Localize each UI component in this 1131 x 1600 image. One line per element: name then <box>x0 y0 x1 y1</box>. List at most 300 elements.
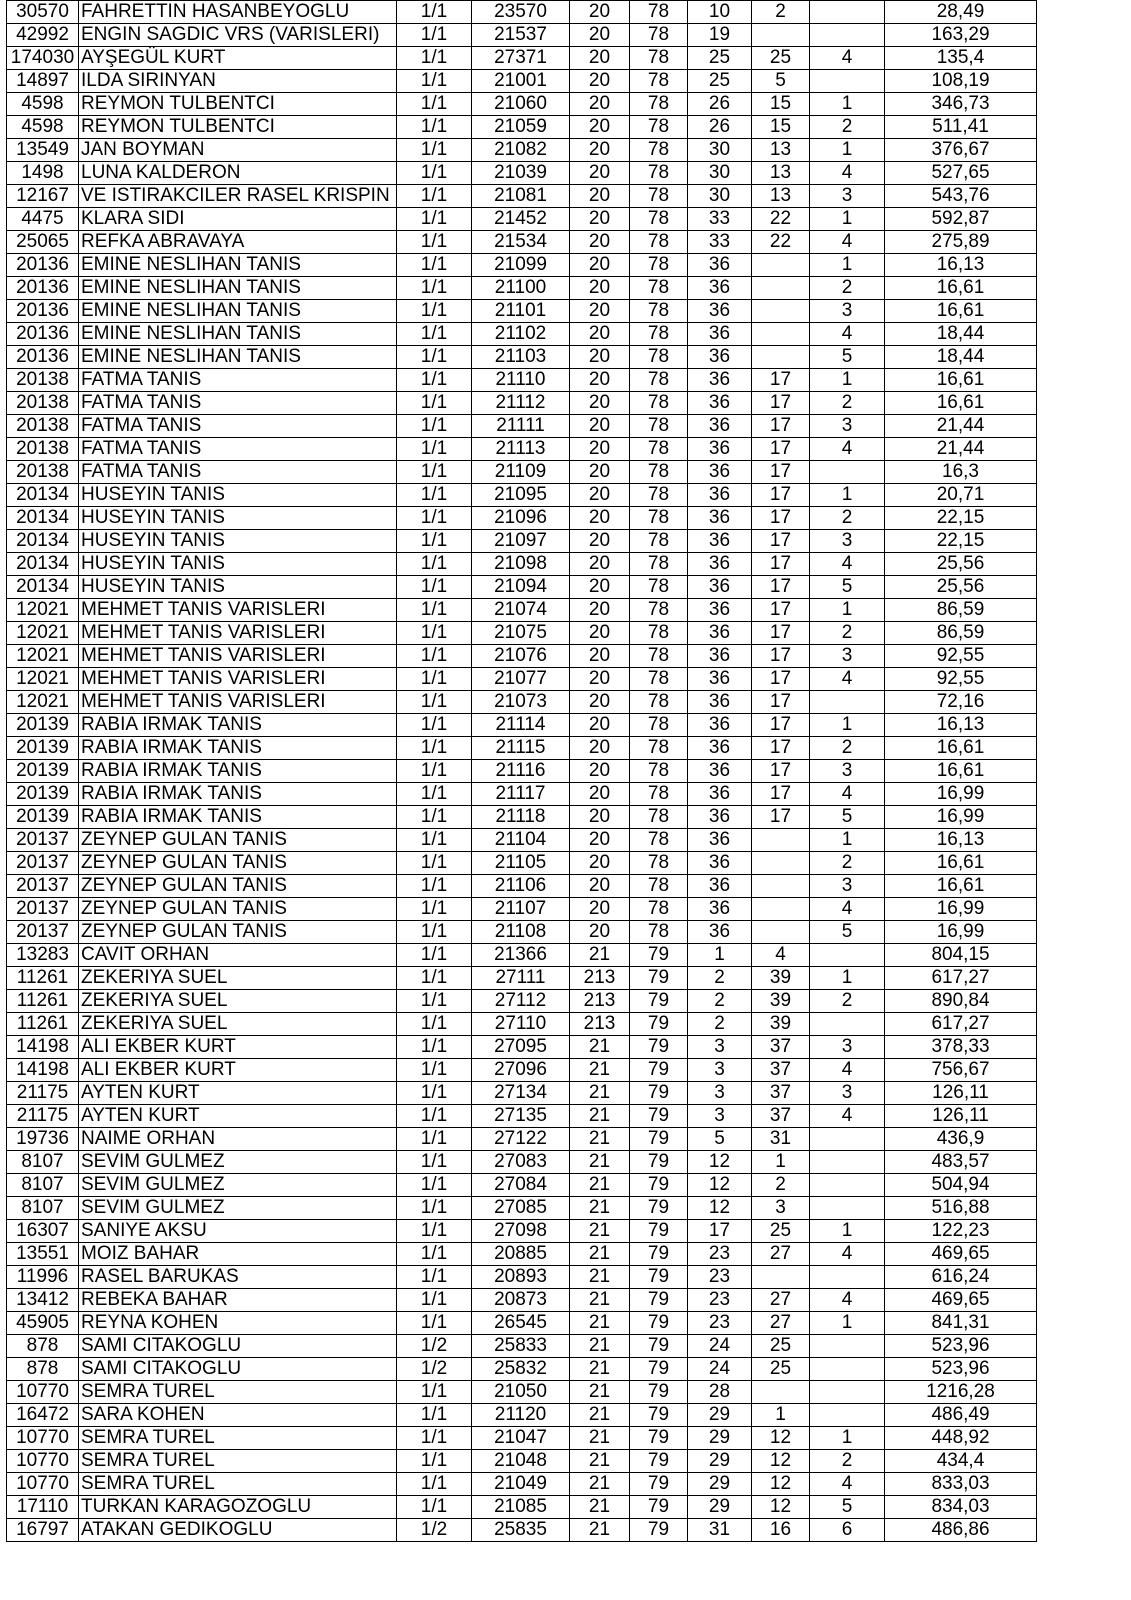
cell-owner-name: SAMI CITAKOGLU <box>79 1335 397 1358</box>
cell-block-b: 78 <box>630 507 688 530</box>
cell-lot: 30 <box>688 139 752 162</box>
cell-record-id: 20136 <box>7 323 79 346</box>
cell-amount: 523,96 <box>885 1358 1037 1381</box>
cell-block-a: 20 <box>570 760 630 783</box>
cell-parcel-no: 21081 <box>472 185 570 208</box>
cell-record-id: 13283 <box>7 944 79 967</box>
table-row <box>7 300 1037 323</box>
cell-unit: 5 <box>810 806 885 829</box>
cell-lot: 23 <box>688 1243 752 1266</box>
cell-block-a: 20 <box>570 185 630 208</box>
cell-lot: 19 <box>688 24 752 47</box>
cell-owner-name: FATMA TANIS <box>79 461 397 484</box>
cell-sub-lot: 39 <box>752 990 810 1013</box>
cell-record-id: 16307 <box>7 1220 79 1243</box>
cell-share: 1/1 <box>397 806 472 829</box>
cell-record-id: 14198 <box>7 1059 79 1082</box>
cell-sub-lot <box>752 898 810 921</box>
cell-block-b: 79 <box>630 1519 688 1542</box>
cell-record-id: 20139 <box>7 760 79 783</box>
cell-lot: 36 <box>688 484 752 507</box>
cell-share: 1/1 <box>397 1243 472 1266</box>
cell-share: 1/1 <box>397 254 472 277</box>
cell-share: 1/1 <box>397 208 472 231</box>
cell-owner-name: ZEYNEP GULAN TANIS <box>79 898 397 921</box>
table-row <box>7 668 1037 691</box>
cell-owner-name: RASEL BARUKAS <box>79 1266 397 1289</box>
table-row <box>7 1036 1037 1059</box>
cell-share: 1/1 <box>397 990 472 1013</box>
cell-unit <box>810 1335 885 1358</box>
cell-amount: 22,15 <box>885 507 1037 530</box>
cell-block-a: 20 <box>570 323 630 346</box>
cell-sub-lot: 25 <box>752 1220 810 1243</box>
cell-amount: 72,16 <box>885 691 1037 714</box>
cell-sub-lot: 5 <box>752 70 810 93</box>
cell-record-id: 174030 <box>7 47 79 70</box>
cell-block-a: 20 <box>570 806 630 829</box>
cell-record-id: 20138 <box>7 392 79 415</box>
cell-block-b: 78 <box>630 185 688 208</box>
cell-sub-lot <box>752 875 810 898</box>
table-row <box>7 1 1037 24</box>
cell-unit: 4 <box>810 783 885 806</box>
cell-record-id: 20136 <box>7 300 79 323</box>
cell-sub-lot: 37 <box>752 1082 810 1105</box>
cell-share: 1/1 <box>397 921 472 944</box>
cell-block-b: 78 <box>630 576 688 599</box>
cell-parcel-no: 21452 <box>472 208 570 231</box>
table-row <box>7 737 1037 760</box>
cell-block-b: 78 <box>630 829 688 852</box>
cell-block-b: 78 <box>630 898 688 921</box>
cell-block-a: 21 <box>570 1151 630 1174</box>
cell-parcel-no: 21101 <box>472 300 570 323</box>
cell-unit <box>810 1151 885 1174</box>
cell-record-id: 16797 <box>7 1519 79 1542</box>
cell-share: 1/1 <box>397 967 472 990</box>
cell-owner-name: MEHMET TANIS VARISLERI <box>79 691 397 714</box>
cell-block-b: 78 <box>630 139 688 162</box>
cell-record-id: 10770 <box>7 1450 79 1473</box>
cell-block-a: 20 <box>570 691 630 714</box>
cell-record-id: 12021 <box>7 599 79 622</box>
cell-unit: 4 <box>810 1059 885 1082</box>
cell-sub-lot <box>752 323 810 346</box>
cell-share: 1/1 <box>397 1 472 24</box>
cell-block-a: 20 <box>570 622 630 645</box>
table-row <box>7 1128 1037 1151</box>
cell-parcel-no: 21106 <box>472 875 570 898</box>
cell-parcel-no: 27096 <box>472 1059 570 1082</box>
cell-parcel-no: 27110 <box>472 1013 570 1036</box>
table-row <box>7 392 1037 415</box>
cell-block-a: 21 <box>570 1473 630 1496</box>
cell-amount: 486,49 <box>885 1404 1037 1427</box>
cell-sub-lot: 1 <box>752 1151 810 1174</box>
cell-block-b: 78 <box>630 852 688 875</box>
cell-block-b: 79 <box>630 1381 688 1404</box>
table-row <box>7 1312 1037 1335</box>
cell-sub-lot <box>752 24 810 47</box>
cell-owner-name: EMINE NESLIHAN TANIS <box>79 254 397 277</box>
cell-unit <box>810 1 885 24</box>
cell-block-b: 79 <box>630 1266 688 1289</box>
table-row <box>7 162 1037 185</box>
cell-lot: 2 <box>688 1013 752 1036</box>
cell-amount: 126,11 <box>885 1082 1037 1105</box>
cell-block-b: 79 <box>630 990 688 1013</box>
cell-unit: 3 <box>810 760 885 783</box>
cell-parcel-no: 21118 <box>472 806 570 829</box>
cell-lot: 23 <box>688 1289 752 1312</box>
cell-sub-lot <box>752 829 810 852</box>
cell-amount: 86,59 <box>885 622 1037 645</box>
table-row <box>7 1358 1037 1381</box>
table-row <box>7 484 1037 507</box>
cell-unit <box>810 1174 885 1197</box>
cell-amount: 890,84 <box>885 990 1037 1013</box>
cell-share: 1/1 <box>397 1312 472 1335</box>
cell-parcel-no: 25835 <box>472 1519 570 1542</box>
table-row <box>7 1473 1037 1496</box>
table-row <box>7 530 1037 553</box>
cell-sub-lot: 2 <box>752 1 810 24</box>
cell-lot: 5 <box>688 1128 752 1151</box>
table-row <box>7 553 1037 576</box>
cell-parcel-no: 27098 <box>472 1220 570 1243</box>
cell-amount: 527,65 <box>885 162 1037 185</box>
cell-block-b: 78 <box>630 162 688 185</box>
table-row <box>7 898 1037 921</box>
cell-record-id: 20138 <box>7 438 79 461</box>
cell-sub-lot <box>752 852 810 875</box>
table-row <box>7 1335 1037 1358</box>
cell-sub-lot: 17 <box>752 691 810 714</box>
cell-sub-lot: 17 <box>752 737 810 760</box>
cell-share: 1/1 <box>397 24 472 47</box>
table-row <box>7 70 1037 93</box>
cell-parcel-no: 21076 <box>472 645 570 668</box>
cell-parcel-no: 21366 <box>472 944 570 967</box>
cell-amount: 469,65 <box>885 1243 1037 1266</box>
cell-lot: 36 <box>688 369 752 392</box>
cell-block-a: 21 <box>570 1059 630 1082</box>
cell-record-id: 20139 <box>7 783 79 806</box>
cell-sub-lot: 27 <box>752 1312 810 1335</box>
cell-record-id: 20137 <box>7 829 79 852</box>
cell-block-b: 78 <box>630 231 688 254</box>
cell-block-b: 78 <box>630 530 688 553</box>
cell-block-b: 78 <box>630 392 688 415</box>
cell-amount: 378,33 <box>885 1036 1037 1059</box>
cell-parcel-no: 21047 <box>472 1427 570 1450</box>
cell-owner-name: ZEKERIYA SUEL <box>79 990 397 1013</box>
cell-amount: 25,56 <box>885 553 1037 576</box>
cell-block-a: 21 <box>570 944 630 967</box>
cell-block-b: 78 <box>630 599 688 622</box>
cell-block-b: 78 <box>630 668 688 691</box>
cell-share: 1/1 <box>397 829 472 852</box>
cell-share: 1/1 <box>397 875 472 898</box>
cell-sub-lot <box>752 921 810 944</box>
cell-lot: 29 <box>688 1450 752 1473</box>
cell-block-a: 20 <box>570 898 630 921</box>
cell-sub-lot: 17 <box>752 553 810 576</box>
cell-block-a: 20 <box>570 116 630 139</box>
table-row <box>7 645 1037 668</box>
cell-block-a: 20 <box>570 70 630 93</box>
cell-unit <box>810 1358 885 1381</box>
cell-record-id: 1498 <box>7 162 79 185</box>
cell-lot: 1 <box>688 944 752 967</box>
cell-record-id: 20134 <box>7 484 79 507</box>
cell-lot: 36 <box>688 760 752 783</box>
cell-block-a: 21 <box>570 1381 630 1404</box>
cell-record-id: 20139 <box>7 714 79 737</box>
cell-parcel-no: 21048 <box>472 1450 570 1473</box>
cell-sub-lot: 16 <box>752 1519 810 1542</box>
cell-owner-name: FAHRETTIN HASANBEYOGLU <box>79 1 397 24</box>
cell-share: 1/1 <box>397 1381 472 1404</box>
cell-parcel-no: 20873 <box>472 1289 570 1312</box>
cell-share: 1/1 <box>397 1266 472 1289</box>
cell-lot: 36 <box>688 254 752 277</box>
cell-unit: 3 <box>810 300 885 323</box>
cell-amount: 511,41 <box>885 116 1037 139</box>
cell-record-id: 4598 <box>7 93 79 116</box>
cell-amount: 20,71 <box>885 484 1037 507</box>
cell-owner-name: REBEKA BAHAR <box>79 1289 397 1312</box>
cell-amount: 16,61 <box>885 277 1037 300</box>
cell-block-b: 78 <box>630 70 688 93</box>
cell-owner-name: REYNA KOHEN <box>79 1312 397 1335</box>
table-row <box>7 254 1037 277</box>
record-table-body <box>7 1 1037 1542</box>
cell-sub-lot <box>752 346 810 369</box>
table-row <box>7 875 1037 898</box>
cell-sub-lot <box>752 1266 810 1289</box>
cell-amount: 126,11 <box>885 1105 1037 1128</box>
cell-share: 1/1 <box>397 898 472 921</box>
cell-block-b: 78 <box>630 737 688 760</box>
cell-share: 1/1 <box>397 1059 472 1082</box>
cell-owner-name: SARA KOHEN <box>79 1404 397 1427</box>
cell-block-a: 20 <box>570 668 630 691</box>
table-row <box>7 438 1037 461</box>
cell-amount: 16,61 <box>885 875 1037 898</box>
cell-amount: 1216,28 <box>885 1381 1037 1404</box>
cell-amount: 16,13 <box>885 714 1037 737</box>
cell-parcel-no: 27111 <box>472 967 570 990</box>
cell-amount: 486,86 <box>885 1519 1037 1542</box>
cell-block-b: 78 <box>630 369 688 392</box>
cell-block-b: 78 <box>630 24 688 47</box>
cell-sub-lot: 37 <box>752 1059 810 1082</box>
cell-unit: 4 <box>810 553 885 576</box>
cell-unit: 4 <box>810 898 885 921</box>
cell-record-id: 11261 <box>7 967 79 990</box>
table-row <box>7 185 1037 208</box>
cell-lot: 25 <box>688 47 752 70</box>
cell-sub-lot: 27 <box>752 1243 810 1266</box>
cell-share: 1/1 <box>397 645 472 668</box>
cell-parcel-no: 21095 <box>472 484 570 507</box>
cell-block-a: 21 <box>570 1128 630 1151</box>
cell-share: 1/1 <box>397 783 472 806</box>
cell-parcel-no: 21116 <box>472 760 570 783</box>
cell-owner-name: FATMA TANIS <box>79 415 397 438</box>
cell-amount: 108,19 <box>885 70 1037 93</box>
cell-lot: 36 <box>688 737 752 760</box>
cell-owner-name: SEVIM GULMEZ <box>79 1151 397 1174</box>
cell-unit: 4 <box>810 438 885 461</box>
cell-parcel-no: 21534 <box>472 231 570 254</box>
cell-sub-lot: 2 <box>752 1174 810 1197</box>
cell-owner-name: RABIA IRMAK TANIS <box>79 737 397 760</box>
cell-block-b: 78 <box>630 254 688 277</box>
cell-unit <box>810 944 885 967</box>
cell-sub-lot: 39 <box>752 967 810 990</box>
cell-lot: 36 <box>688 346 752 369</box>
cell-lot: 36 <box>688 323 752 346</box>
cell-block-a: 21 <box>570 1519 630 1542</box>
cell-sub-lot: 17 <box>752 806 810 829</box>
cell-sub-lot <box>752 254 810 277</box>
cell-sub-lot <box>752 300 810 323</box>
cell-owner-name: FATMA TANIS <box>79 369 397 392</box>
cell-amount: 504,94 <box>885 1174 1037 1197</box>
cell-parcel-no: 21111 <box>472 415 570 438</box>
cell-lot: 31 <box>688 1519 752 1542</box>
cell-lot: 36 <box>688 645 752 668</box>
cell-record-id: 13551 <box>7 1243 79 1266</box>
cell-block-a: 21 <box>570 1174 630 1197</box>
cell-block-b: 79 <box>630 1174 688 1197</box>
cell-unit <box>810 1266 885 1289</box>
cell-parcel-no: 27135 <box>472 1105 570 1128</box>
cell-block-b: 78 <box>630 622 688 645</box>
cell-record-id: 20138 <box>7 461 79 484</box>
cell-parcel-no: 21094 <box>472 576 570 599</box>
cell-record-id: 45905 <box>7 1312 79 1335</box>
cell-record-id: 20138 <box>7 369 79 392</box>
cell-share: 1/1 <box>397 1289 472 1312</box>
cell-record-id: 19736 <box>7 1128 79 1151</box>
cell-block-a: 21 <box>570 1335 630 1358</box>
cell-lot: 36 <box>688 553 752 576</box>
cell-record-id: 16472 <box>7 1404 79 1427</box>
cell-block-a: 20 <box>570 208 630 231</box>
cell-amount: 376,67 <box>885 139 1037 162</box>
cell-share: 1/1 <box>397 346 472 369</box>
cell-owner-name: RABIA IRMAK TANIS <box>79 714 397 737</box>
cell-owner-name: AYTEN KURT <box>79 1082 397 1105</box>
cell-unit: 1 <box>810 1220 885 1243</box>
cell-amount: 16,13 <box>885 829 1037 852</box>
cell-lot: 33 <box>688 208 752 231</box>
cell-unit: 4 <box>810 1105 885 1128</box>
cell-share: 1/1 <box>397 1105 472 1128</box>
cell-block-b: 78 <box>630 93 688 116</box>
cell-block-a: 20 <box>570 1 630 24</box>
cell-unit <box>810 1381 885 1404</box>
cell-block-b: 78 <box>630 346 688 369</box>
cell-parcel-no: 27085 <box>472 1197 570 1220</box>
cell-lot: 24 <box>688 1358 752 1381</box>
cell-block-a: 20 <box>570 415 630 438</box>
cell-lot: 23 <box>688 1266 752 1289</box>
cell-unit <box>810 461 885 484</box>
cell-parcel-no: 23570 <box>472 1 570 24</box>
cell-share: 1/1 <box>397 369 472 392</box>
cell-lot: 36 <box>688 668 752 691</box>
cell-unit: 4 <box>810 323 885 346</box>
cell-share: 1/1 <box>397 1473 472 1496</box>
cell-block-a: 20 <box>570 346 630 369</box>
cell-amount: 523,96 <box>885 1335 1037 1358</box>
cell-sub-lot: 15 <box>752 116 810 139</box>
cell-record-id: 12021 <box>7 691 79 714</box>
cell-share: 1/1 <box>397 852 472 875</box>
cell-block-b: 79 <box>630 1335 688 1358</box>
cell-amount: 16,61 <box>885 737 1037 760</box>
cell-lot: 36 <box>688 622 752 645</box>
cell-block-b: 78 <box>630 691 688 714</box>
cell-record-id: 20139 <box>7 737 79 760</box>
cell-record-id: 21175 <box>7 1082 79 1105</box>
cell-record-id: 10770 <box>7 1473 79 1496</box>
table-row <box>7 1151 1037 1174</box>
table-row <box>7 1105 1037 1128</box>
cell-block-b: 78 <box>630 461 688 484</box>
cell-share: 1/1 <box>397 70 472 93</box>
cell-owner-name: SEMRA TUREL <box>79 1473 397 1496</box>
cell-amount: 18,44 <box>885 346 1037 369</box>
cell-block-b: 78 <box>630 806 688 829</box>
cell-owner-name: AYŞEGÜL KURT <box>79 47 397 70</box>
cell-lot: 10 <box>688 1 752 24</box>
table-row <box>7 1381 1037 1404</box>
cell-block-b: 79 <box>630 967 688 990</box>
cell-unit: 5 <box>810 346 885 369</box>
cell-owner-name: MOIZ BAHAR <box>79 1243 397 1266</box>
cell-amount: 16,61 <box>885 760 1037 783</box>
cell-amount: 16,99 <box>885 898 1037 921</box>
table-row <box>7 852 1037 875</box>
cell-amount: 616,24 <box>885 1266 1037 1289</box>
table-row <box>7 783 1037 806</box>
cell-sub-lot: 17 <box>752 599 810 622</box>
cell-share: 1/1 <box>397 438 472 461</box>
cell-block-b: 79 <box>630 1243 688 1266</box>
cell-block-a: 21 <box>570 1036 630 1059</box>
cell-share: 1/1 <box>397 461 472 484</box>
cell-amount: 275,89 <box>885 231 1037 254</box>
cell-share: 1/1 <box>397 300 472 323</box>
table-row <box>7 1013 1037 1036</box>
cell-lot: 17 <box>688 1220 752 1243</box>
cell-sub-lot: 17 <box>752 645 810 668</box>
cell-amount: 21,44 <box>885 438 1037 461</box>
cell-sub-lot: 12 <box>752 1427 810 1450</box>
cell-owner-name: SAMI CITAKOGLU <box>79 1358 397 1381</box>
cell-record-id: 878 <box>7 1335 79 1358</box>
cell-unit <box>810 1013 885 1036</box>
cell-share: 1/1 <box>397 622 472 645</box>
cell-owner-name: SEVIM GULMEZ <box>79 1197 397 1220</box>
cell-sub-lot: 13 <box>752 162 810 185</box>
